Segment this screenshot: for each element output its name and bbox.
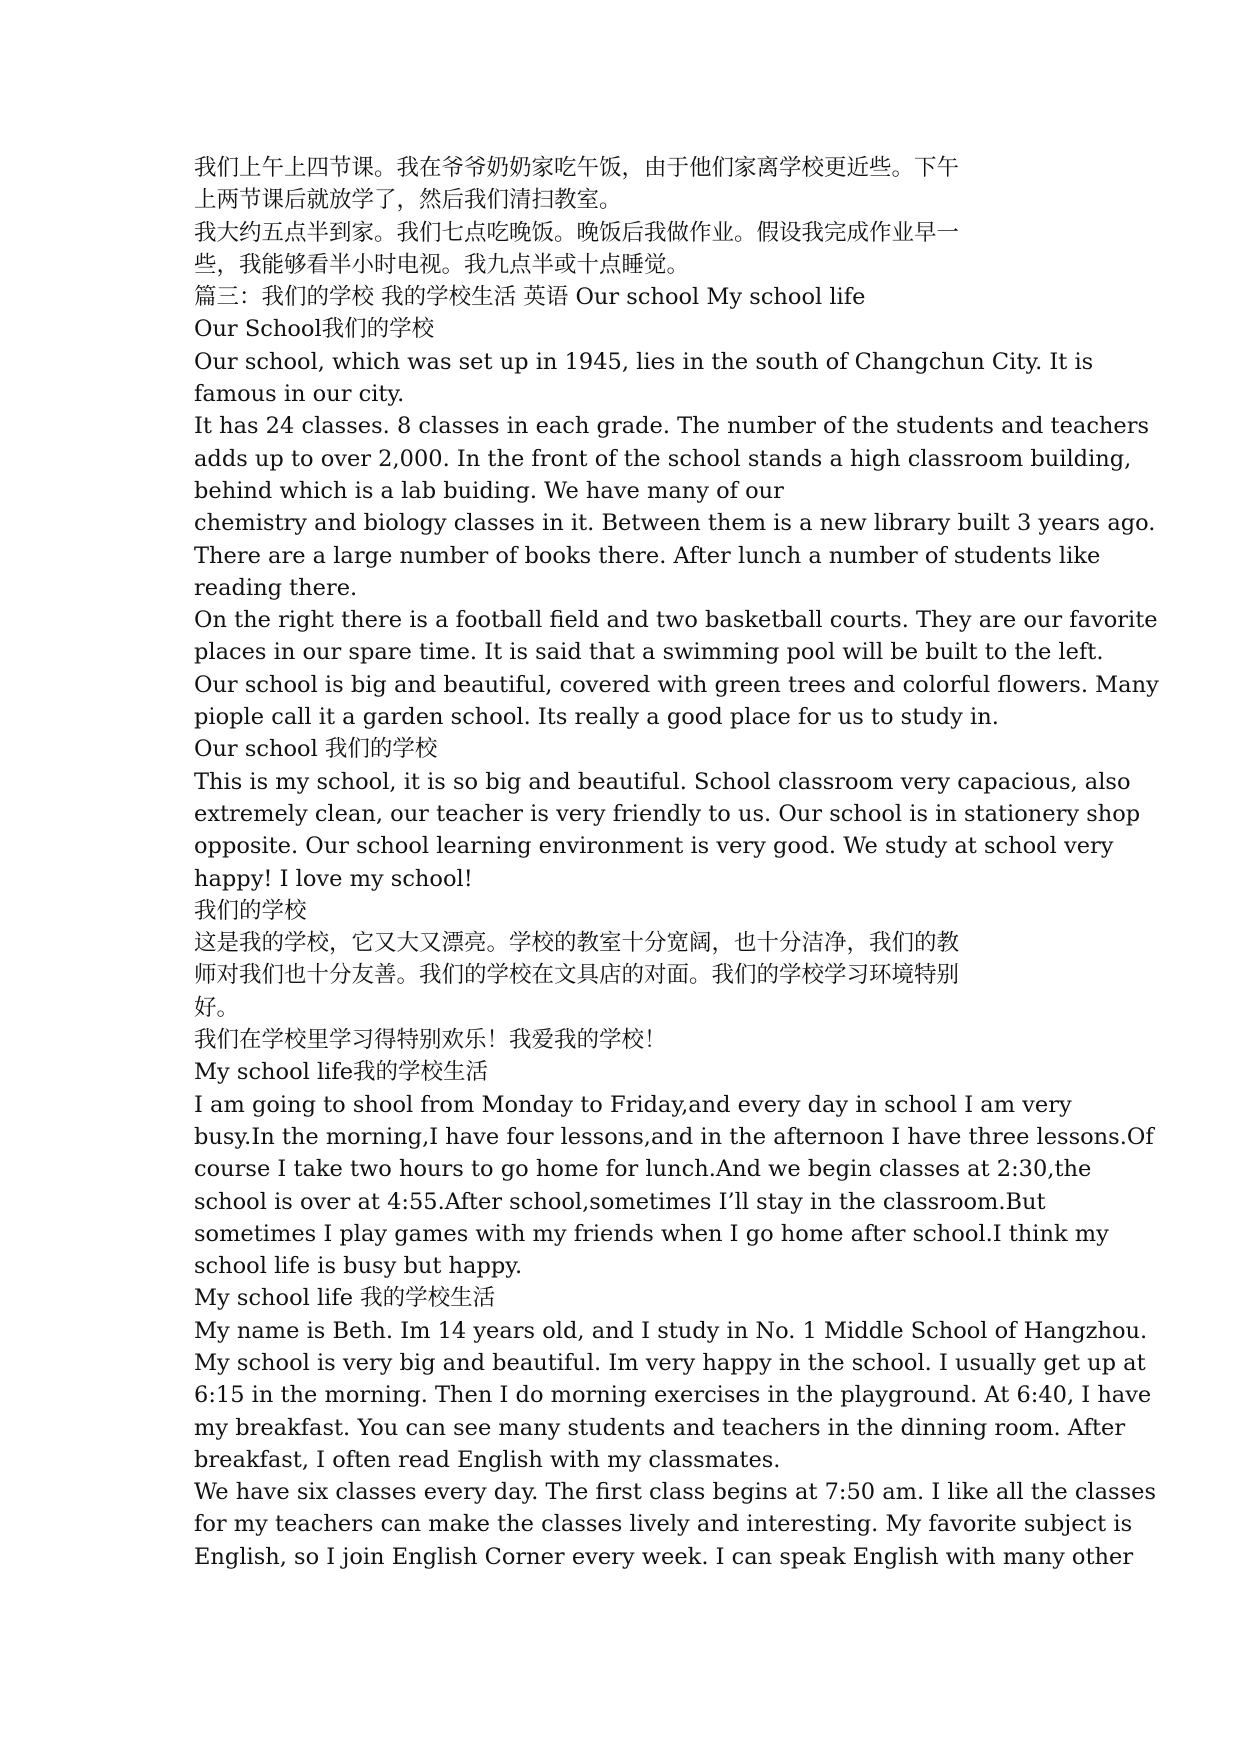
text-line: We have six classes every day. The first class begins at 7:50 am. I like all the classes [194, 1479, 1156, 1506]
text-line: my breakfast. You can see many students and teachers in the dinning room. After [194, 1414, 1126, 1441]
text-line: 我们上午上四节课。我在爷爷奶奶家吃午饭，由于他们家离学校更近些。下午 [194, 155, 960, 181]
text-line: piople call it a garden school. Its really a good place for us to study in. [194, 704, 999, 731]
text-line: behind which is a lab buiding. We have many of our [194, 477, 784, 504]
text-line: 上两节课后就放学了，然后我们清扫教室。 [194, 187, 622, 214]
text-line: 好。 [194, 994, 240, 1021]
essay-title: My school life 我的学校生活 [194, 1285, 496, 1312]
text-line: for my teachers can make the classes lively and interesting. My favorite subject is [194, 1511, 1133, 1538]
text-line: 这是我的学校，它又大又漂亮。学校的教室十分宽阔，也十分洁净，我们的教 [194, 930, 960, 957]
text-line: happy! I love my school! [194, 865, 473, 892]
section-heading: 篇三：我们的学校 我的学校生活 英语 Our school My school life [194, 284, 866, 311]
text-line: breakfast, I often read English with my classmates. [194, 1446, 781, 1473]
text-line: extremely clean, our teacher is very friendly to us. Our school is in stationery shop [194, 800, 1141, 827]
text-line: 我们在学校里学习得特别欢乐！我爱我的学校！ [194, 1027, 667, 1054]
text-line: 我大约五点半到家。我们七点吃晚饭。晚饭后我做作业。假设我完成作业早一 [194, 219, 960, 246]
text-line: 些，我能够看半小时电视。我九点半或十点睡觉。 [194, 251, 690, 278]
text-line: reading there. [194, 574, 358, 601]
text-line: famous in our city. [194, 381, 405, 408]
text-line: Our school is big and beautiful, covered with green trees and colorful flowers. Many [194, 671, 1159, 698]
text-line: course I take two hours to go home for lunch.And we begin classes at 2:30,the [194, 1156, 1092, 1183]
text-line: This is my school, it is so big and beautiful. School classroom very capacious, also [194, 768, 1131, 795]
text-line: opposite. Our school learning environment is very good. We study at school very [194, 833, 1114, 860]
text-line: There are a large number of books there. After lunch a number of students like [194, 542, 1101, 569]
text-line: My school is very big and beautiful. Im very happy in the school. I usually get up at [194, 1349, 1146, 1376]
document-body [194, 152, 1159, 1573]
text-line: It has 24 classes. 8 classes in each grade. The number of the students and teachers [194, 413, 1150, 440]
essay-title: 我们的学校 [194, 897, 307, 924]
text-line: sometimes I play games with my friends when I go home after school.I think my [194, 1220, 1109, 1247]
text-line: English, so I join English Corner every week. I can speak English with many other [194, 1543, 1134, 1570]
text-line: My name is Beth. Im 14 years old, and I study in No. 1 Middle School of Hangzhou. [194, 1317, 1148, 1344]
essay-title: Our school 我们的学校 [194, 736, 438, 763]
text-line: busy.In the morning,I have four lessons,and in the afternoon I have three lessons.Of [194, 1123, 1154, 1150]
text-line: school life is busy but happy. [194, 1253, 523, 1280]
essay-title: My school life我的学校生活 [194, 1059, 489, 1086]
text-line: school is over at 4:55.After school,sometimes I’ll stay in the classroom.But [194, 1188, 1046, 1215]
text-line: 6:15 in the morning. Then I do morning exercises in the playground. At 6:40, I have [194, 1382, 1152, 1409]
text-line: chemistry and biology classes in it. Between them is a new library built 3 years ago. [194, 510, 1156, 537]
text-line: places in our spare time. It is said that a swimming pool will be built to the left. [194, 639, 1104, 666]
essay-title: Our School我们的学校 [194, 316, 435, 343]
text-line: I am going to shool from Monday to Friday,and every day in school I am very [194, 1091, 1072, 1118]
text-line: On the right there is a football field and two basketball courts. They are our favorite [194, 607, 1158, 634]
text-line: 师对我们也十分友善。我们的学校在文具店的对面。我们的学校学习环境特别 [194, 962, 960, 989]
text-line: adds up to over 2,000. In the front of the school stands a high classroom building, [194, 445, 1132, 472]
text-line: Our school, which was set up in 1945, lies in the south of Changchun City. It is [194, 348, 1094, 375]
